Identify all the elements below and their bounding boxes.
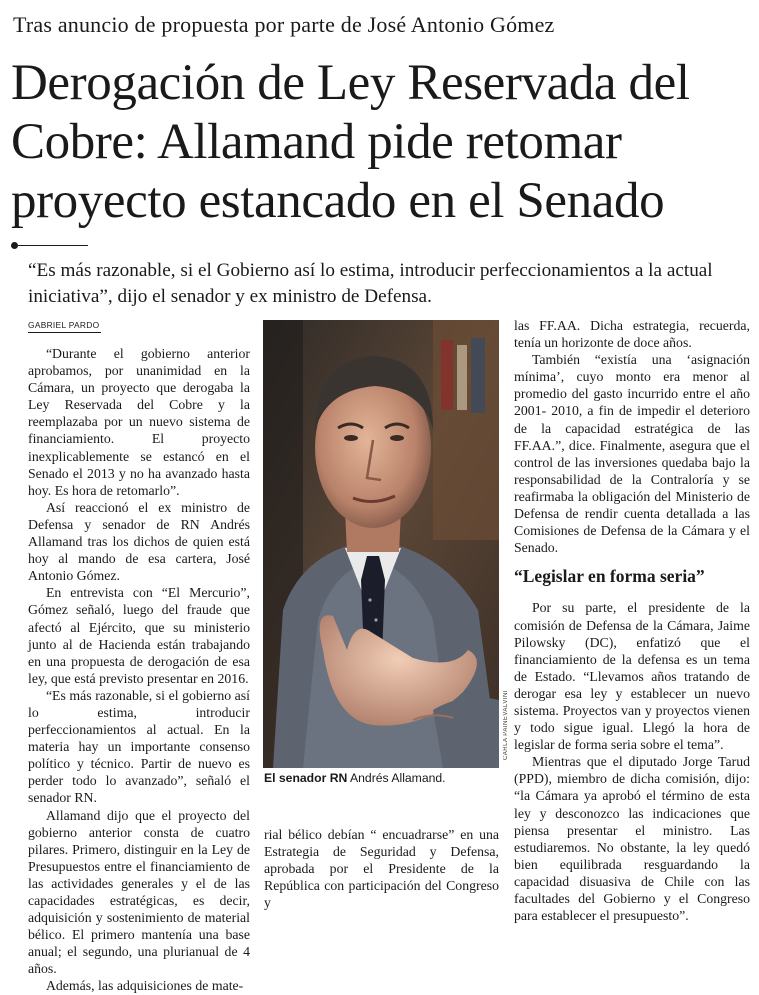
kicker: Tras anuncio de propuesta por parte de José Antonio Gómez [13, 12, 555, 37]
paragraph: “Durante el gobierno anterior aprobamos, por unanimidad en la Cámara, un proyecto que derogaba la Ley Reservada del Cobre y la reemplazaba por un nuevo sistema de financiamiento. El proyecto inexplicablemente se estancó en el Senado el 2013 y no ha avanzado hasta hoy. Es hora de retomarlo”. [28, 346, 250, 498]
paragraph: Así reaccionó el ex ministro de Defensa y senador de RN Andrés Allamand tras los dichos de quien está hoy al mando de esa cartera, José Antonio Gómez. [28, 499, 250, 584]
portrait-photo [263, 320, 499, 768]
rule-dot [11, 242, 18, 249]
portrait-illustration [263, 320, 499, 768]
headline: Derogación de Ley Reservada del Cobre: Allamand pide retomar proyecto estancado en el Senado [11, 55, 690, 229]
paragraph: En entrevista con “El Mercurio”, Gómez señaló, luego del fraude que afectó al Ejército, que su ministerio junto al de Hacienda están trabajando en una propuesta de derogación de esa ley, que está previsto presentar en 2016. [28, 585, 250, 686]
column-2 [264, 826, 499, 911]
subhead: “Legislar en forma seria” [514, 566, 705, 587]
paragraph: rial bélico debían “ encuadrarse” en una Estrategia de Seguridad y Defensa, aprobada por el Presidente de la República con participación del Congreso y [264, 827, 499, 911]
column-3 [514, 317, 750, 924]
caption-text: Andrés Allamand. [347, 771, 446, 785]
rule-line [18, 245, 88, 246]
byline: GABRIEL PARDO [28, 320, 100, 330]
paragraph: “Es más razonable, si el gobierno así lo estima, introducir perfeccionamientos al actual. En la materia hay un importante consenso político y técnico. Partir de nuevo es perder todo lo avanzado”, señaló el senador RN. [28, 687, 250, 806]
column-1 [28, 345, 250, 995]
byline-rule [28, 332, 101, 333]
photo-caption [264, 771, 500, 785]
caption-bold: El senador RN [264, 771, 348, 785]
paragraph: Mientras que el diputado Jorge Tarud (PPD), miembro de dicha comisión, dijo: “la Cámara ya aprobó el término de esta ley y desconozco las indicaciones que piensa presentar el ministro. Las estudiaremos. No obstante, la ley quedó bien equilibrada resguardando la capacidad disuasiva de Chile con las facultades del Gobierno y el Congreso para establecer el presupuesto”. [514, 754, 750, 924]
paragraph: También “existía una ‘asignación mínima’, cuyo monto era menor al promedio del gasto incurrido entre el año 2001- 2010, a fin de impedir el deterioro de la capacidad estratégica de las FF.AA.”, dice. Finalmente, asegura que el control de las inversiones quedaba bajo la responsabilidad de la Contraloría y se reafirmaba la obligación del Ministerio de Defensa de rendir cuenta detallada a las Comisiones de Defensa de la Cámara y el Senado. [514, 352, 750, 556]
paragraph: las FF.AA. Dicha estrategia, recuerda, tenía un horizonte de doce años. [514, 318, 750, 351]
paragraph: Por su parte, el presidente de la comisión de Defensa de la Cámara, Jaime Pilowsky (DC), enfatizó que el financiamiento de la defensa es un tema de Estado. “Llevamos años tratando de derogar esa ley y establecer un nuevo sistema. Proyectos van y proyectos vienen y todo sigue igual. Llegó la hora de legislar de forma seria sobre el tema”. [514, 600, 750, 753]
paragraph: Allamand dijo que el proyecto del gobierno anterior consta de cuatro pilares. Primero, distinguir en la Ley de Presupuestos entre el financiamiento de las actividades generales y el de las capacidades estratégicas, es decir, adquisición y sostenimiento de material bélico. El primero mantenía una base anual; el segundo, una plurianual de 4 años. [28, 807, 250, 977]
photo-credit: CARLA PAINEVALVINI [503, 690, 509, 761]
paragraph: Además, las adquisiciones de mate- [45, 978, 244, 994]
deck: “Es más razonable, si el Gobierno así lo estima, introducir perfeccionamientos a la actual iniciativa”, dijo el senador y ex ministro de Defensa. [28, 260, 713, 307]
